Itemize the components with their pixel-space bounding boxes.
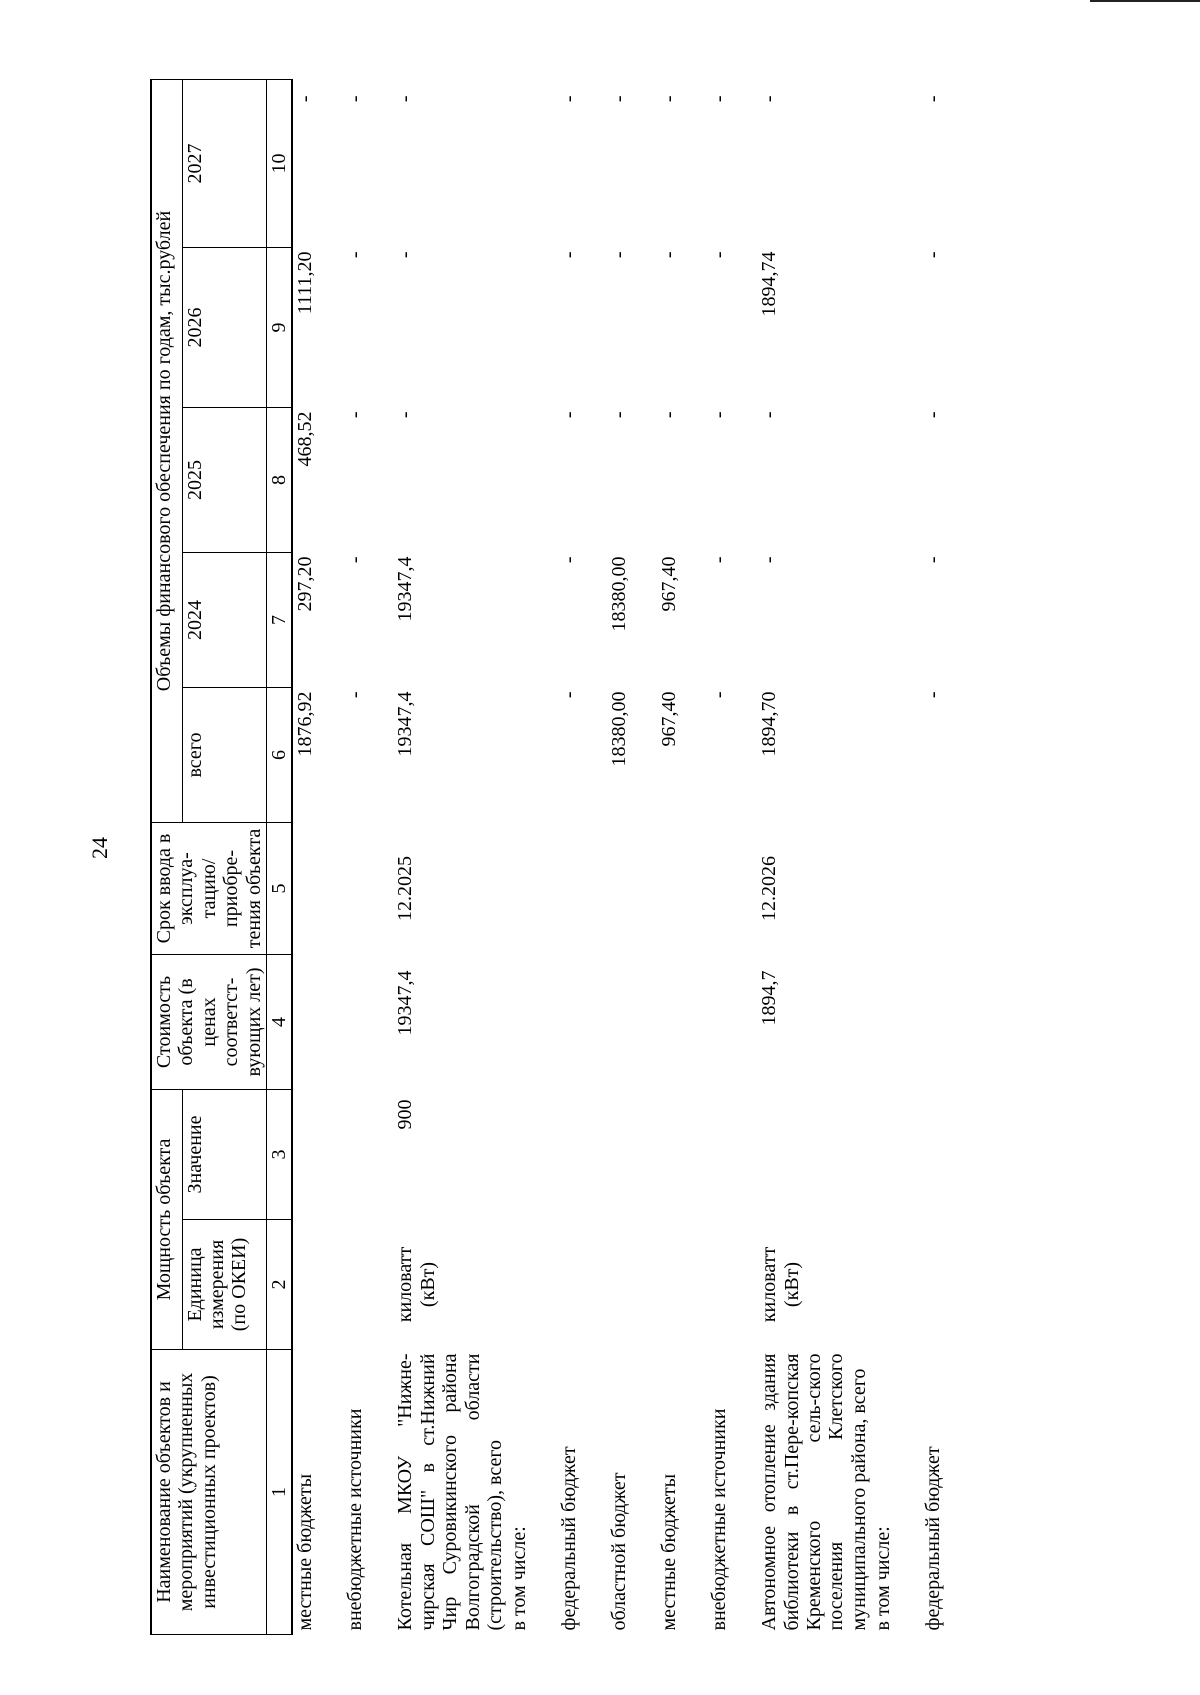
table-row [871,80,921,1635]
table-row [343,80,393,1635]
row-cost [292,955,343,1090]
col-index: 1 [266,1350,292,1635]
col-index: 4 [266,955,292,1090]
row-2027 [871,80,921,248]
row-unit: киловатт (кВт) [394,1246,439,1323]
header-unit: Единица измерения (по ОКЕИ) [182,1220,266,1350]
row-value [757,1090,871,1220]
row-name: в том числе: [872,1526,895,1631]
col-index: 8 [266,408,292,553]
row-2024: - [758,556,781,564]
header-commissioning: Срок ввода в эксплуа-тацию/ приобре-тения объекта [151,823,266,955]
row-2026: - [344,251,367,259]
row-2024: 18380,00 [608,556,631,632]
col-index: 9 [266,248,292,408]
row-unit [921,1220,971,1350]
row-unit [507,1220,557,1350]
row-value [707,1090,757,1220]
row-cost [607,955,657,1090]
row-2024: 297,20 [294,556,317,612]
row-total: - [922,691,945,699]
row-2027: - [608,95,631,103]
header-name: Наименование объектов и мероприятий (укрупненных инвестиционных проектов) [151,1350,266,1635]
row-2026: - [608,251,631,259]
row-2026: 1111,20 [294,251,317,315]
rotated-table-wrapper [150,80,1200,1635]
row-cost [343,955,393,1090]
header-2027: 2027 [182,80,266,248]
col-index: 7 [266,553,292,688]
header-2025: 2025 [182,408,266,553]
page-number: 24 [87,837,112,859]
table-row [921,80,971,1635]
row-2027: - [658,95,681,103]
row-date: 12.2026 [758,856,781,921]
table-row [393,80,507,1635]
row-2026: - [922,251,945,259]
col-index: 2 [266,1220,292,1350]
row-2026 [871,248,921,408]
row-total: 967,40 [658,691,681,747]
row-2025: - [394,411,417,419]
row-2026: - [394,251,417,259]
row-name: местные бюджеты [294,1473,317,1631]
row-name: местные бюджеты [658,1473,681,1631]
row-value [292,1090,343,1220]
row-date [871,823,921,955]
row-total: - [558,691,581,699]
row-name: федеральный бюджет [922,1446,945,1631]
table-row [292,80,343,1635]
row-value [557,1090,607,1220]
row-2024 [871,553,921,688]
row-2026: - [658,251,681,259]
row-2024: - [344,556,367,564]
row-2024: - [558,556,581,564]
row-cost [557,955,607,1090]
row-date [657,823,707,955]
row-2024: 19347,4 [394,556,417,622]
row-date [292,823,343,955]
row-date [707,823,757,955]
row-2026: - [708,251,731,259]
col-index: 10 [266,80,292,248]
row-2027: - [558,95,581,103]
row-date [607,823,657,955]
row-2024: 967,40 [658,556,681,612]
header-total: всего [182,688,266,823]
col-index: 5 [266,823,292,955]
row-2025: - [922,411,945,419]
row-unit [292,1220,343,1350]
row-date [557,823,607,955]
row-2027 [507,80,557,248]
row-2027: - [394,95,417,103]
header-value: Значение [182,1090,266,1220]
header-2024: 2024 [182,553,266,688]
row-value [507,1090,557,1220]
row-2025: 468,52 [294,411,317,467]
row-name: Автономное отопление здания библиотеки в ст.Пере-копская Кременского сель-ского поселения Клетского муниципального района, всего [758,1353,870,1631]
row-unit [871,1220,921,1350]
row-2025: - [758,411,781,419]
row-cost [871,955,921,1090]
table-row [507,80,557,1635]
row-cost: 1894,7 [758,970,781,1026]
row-cost [657,955,707,1090]
header-funding: Объемы финансового обеспечения по годам, тыс.рублей [151,80,182,823]
row-unit [657,1220,707,1350]
row-2026: - [558,251,581,259]
row-2025 [871,408,921,553]
row-total: 19347,4 [394,691,417,757]
table-row [707,80,757,1635]
row-2027: - [758,95,781,103]
row-2026 [507,248,557,408]
row-2024 [507,553,557,688]
row-name: внебюджетные источники [708,1408,731,1631]
row-unit [707,1220,757,1350]
row-total: 1876,92 [294,691,317,757]
row-total: - [344,691,367,699]
row-value [607,1090,657,1220]
row-name: областной бюджет [608,1472,631,1631]
row-date [921,823,971,955]
row-cost [707,955,757,1090]
row-2025: - [344,411,367,419]
row-2025: - [708,411,731,419]
row-2025 [507,408,557,553]
row-date [507,823,557,955]
table-row [757,80,871,1635]
row-2025: - [558,411,581,419]
row-2026: 1894,74 [758,251,781,317]
row-2027: - [922,95,945,103]
header-capacity: Мощность объекта [151,1090,182,1350]
header-2026: 2026 [182,248,266,408]
scan-edge-line [1090,0,1200,2]
row-2027: - [708,95,731,103]
row-cost: 19347,4 [394,970,417,1036]
row-value [921,1090,971,1220]
row-name: Котельная МКОУ "Нижне-чирская СОШ" в ст.Нижний Чир Суровикинского района Волгоградской области (строительство), всего [394,1353,506,1631]
col-index: 3 [266,1090,292,1220]
row-value: 900 [394,1099,417,1130]
row-value [657,1090,707,1220]
row-name: в том числе: [508,1526,531,1631]
row-2027: - [344,95,367,103]
row-total: 18380,00 [608,691,631,767]
row-unit: киловатт (кВт) [758,1246,803,1323]
row-date [343,823,393,955]
row-cost [507,955,557,1090]
table-row [557,80,607,1635]
row-total: - [708,691,731,699]
col-index: 6 [266,688,292,823]
row-2024: - [922,556,945,564]
table-row [607,80,657,1635]
row-cost [921,955,971,1090]
row-2025: - [658,411,681,419]
row-unit [343,1220,393,1350]
row-value [343,1090,393,1220]
table-row [657,80,707,1635]
row-unit [557,1220,607,1350]
row-date: 12.2025 [394,856,417,921]
row-total [871,688,921,823]
row-unit [607,1220,657,1350]
row-2024: - [708,556,731,564]
row-name: федеральный бюджет [558,1446,581,1631]
row-total [507,688,557,823]
row-2027: - [294,95,317,103]
row-value [871,1090,921,1220]
financing-table [150,79,971,1635]
row-total: 1894,70 [758,691,781,757]
row-name: внебюджетные источники [344,1408,367,1631]
row-2025: - [608,411,631,419]
header-cost: Стоимость объекта (в ценах соответст-вующих лет) [151,955,266,1090]
